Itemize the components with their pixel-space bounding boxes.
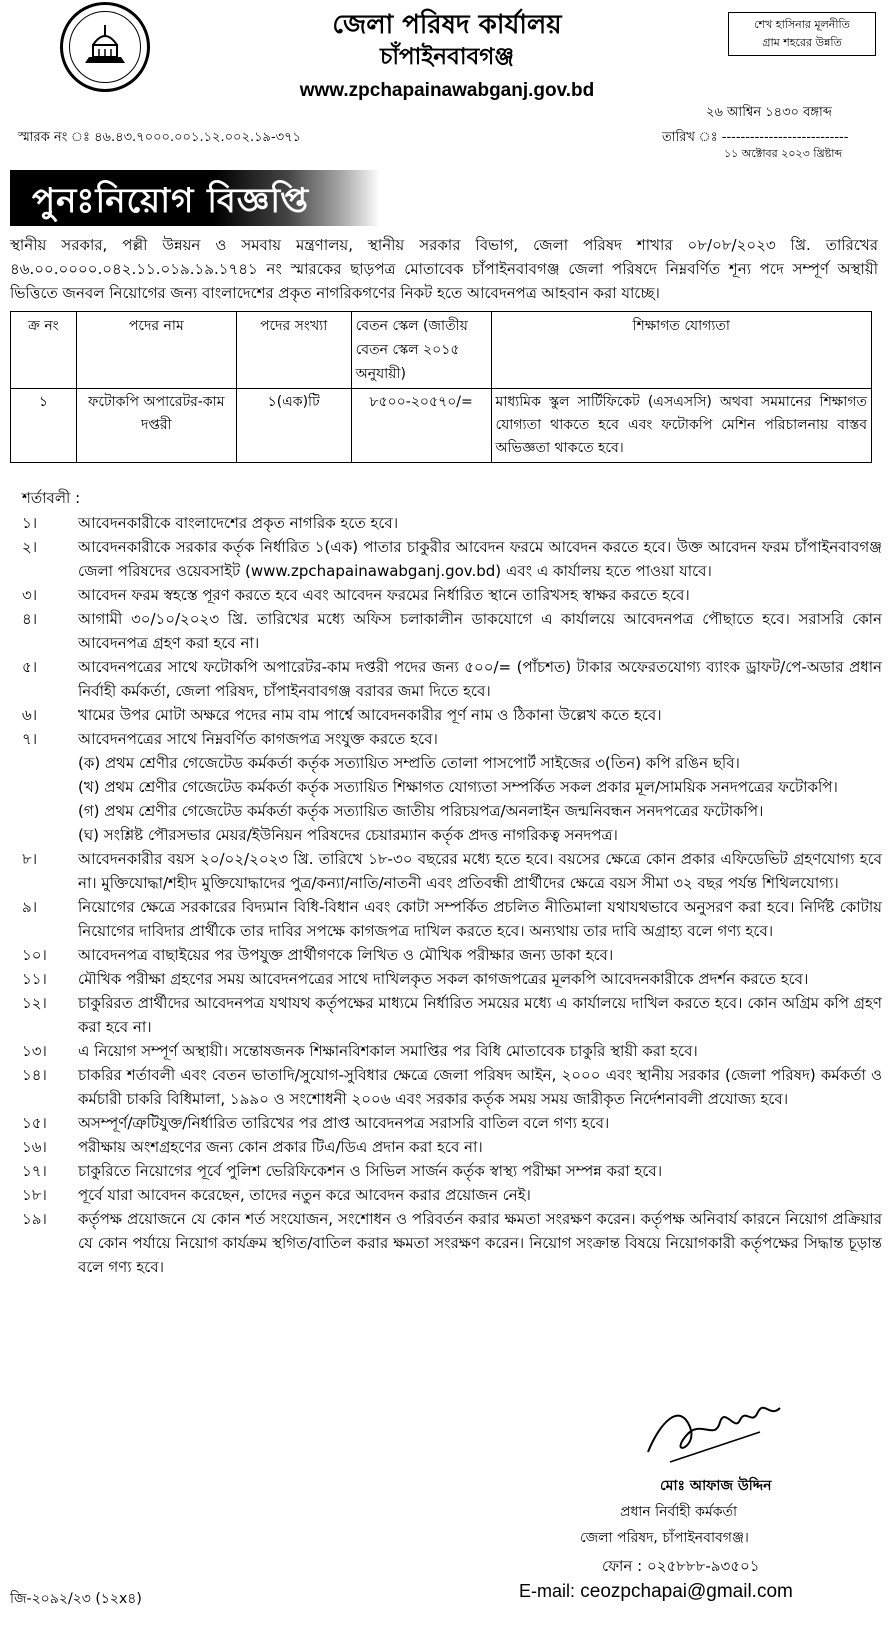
condition-number: ১৫। xyxy=(22,1114,47,1132)
condition-text: চাকরির শর্তাবলী এবং বেতন ভাতাদি/সুযোগ-সুবিধার ক্ষেত্রে জেলা পরিষদ আইন, ২০০০ এবং স্থানীয় সরকার (জেলা পরিষদ) কর্মকর্তা ও কর্মচারী চাকরি বিধিমালা, ১৯৯০ ও সংশোধনী ২০০৬ এবং সরকার কর্তৃক সময় সময় জারীকৃত নির্দেশনাবলী প্রযোজ্য হবে। xyxy=(78,1066,882,1108)
condition-number xyxy=(22,823,78,847)
list-item xyxy=(22,727,882,751)
office-district: চাঁপাইনবাবগঞ্জ xyxy=(379,44,515,70)
condition-number: ৭। xyxy=(22,730,38,748)
list-item xyxy=(22,895,882,943)
list-item xyxy=(22,991,882,1039)
list-item xyxy=(22,655,882,703)
list-item xyxy=(22,607,882,655)
condition-text: আবেদনপত্র বাছাইয়ের পর উপযুক্ত প্রার্থীগণকে লিখিত ও মৌখিক পরীক্ষার জন্য ডাকা হবে। xyxy=(78,946,614,964)
header-serial: ক্র নং xyxy=(11,312,77,389)
condition-number: ৪। xyxy=(22,610,38,628)
list-item xyxy=(22,823,882,847)
condition-number: ১৩। xyxy=(22,1042,47,1060)
condition-number: ১৯। xyxy=(22,1210,47,1228)
condition-number: ১১। xyxy=(22,970,47,988)
condition-text: চাকুরিরত প্রার্থীদের আবেদনপত্র যথাযথ কর্তৃপক্ষের মাধ্যমে নির্ধারিত সময়ের মধ্যে এ কার্যালয়ে দাখিল করতে হবে। কোন অগ্রিম কপি গ্রহণ করা হবে না। xyxy=(78,994,882,1036)
condition-number: ১৮। xyxy=(22,1186,47,1204)
list-item xyxy=(22,535,882,583)
condition-number: ১। xyxy=(22,514,38,532)
condition-number: ৫। xyxy=(22,658,38,676)
date-label: তারিখ ঃ --------------------------- xyxy=(662,130,849,145)
post-table xyxy=(10,311,872,463)
condition-number: ১৪। xyxy=(22,1066,47,1084)
condition-number xyxy=(22,799,78,823)
list-item xyxy=(22,943,882,967)
cell-serial: ১ xyxy=(11,389,77,463)
conditions-list xyxy=(22,511,882,1279)
signatory-designation: প্রধান নির্বাহী কর্মকর্তা xyxy=(620,1504,738,1520)
condition-number: ২। xyxy=(22,538,38,556)
header-pay-scale: বেতন স্কেল (জাতীয় বেতন স্কেল ২০১৫ অনুযায়ী) xyxy=(351,312,491,389)
slogan-box xyxy=(728,12,876,56)
list-item xyxy=(22,1063,882,1111)
condition-text: খামের উপর মোটা অক্ষরে পদের নাম বাম পার্শ্বে আবেদনকারীর পূর্ণ নাম ও ঠিকানা উল্লেখ কতে হবে। xyxy=(78,706,662,724)
table-header-row xyxy=(11,312,872,389)
condition-text: আগামী ৩০/১০/২০২৩ খ্রি. তারিখের মধ্যে অফিস চলাকালীন ডাকযোগে এ কার্যালয়ে আবেদনপত্র পৌছাতে হবে। সরাসরি কোন আবেদনপত্র গ্রহণ করা হবে না। xyxy=(78,610,882,652)
cell-post-name: ফটোকপি অপারেটর-কাম দপ্তরী xyxy=(76,389,236,463)
memo-number: স্মারক নং ঃ ৪৬.৪৩.৭০০০.০০১.১২.০০২.১৯-৩৭১ xyxy=(18,130,301,145)
conditions-heading: শর্তাবলী : xyxy=(22,489,81,507)
list-item xyxy=(22,1039,882,1063)
office-website: www.zpchapainawabganj.gov.bd xyxy=(299,80,595,101)
condition-text: অসম্পূর্ণ/ত্রুটিযুক্ত/নির্ধারিত তারিখের পর প্রাপ্ত আবেদনপত্র সরাসরি বাতিল বলে গণ্য হবে। xyxy=(78,1114,610,1132)
list-item xyxy=(22,1207,882,1279)
condition-text: এ নিয়োগ সম্পূর্ণ অস্থায়ী। সন্তোষজনক শিক্ষানবিশকাল সমাপ্তির পর বিধি মোতাবেক চাকুরি স্থায়ী করা হবে। xyxy=(78,1042,698,1060)
list-item xyxy=(22,1159,882,1183)
list-item xyxy=(22,751,882,775)
email-address: ceozpchapai@gmail.com xyxy=(580,1581,793,1602)
header-post-name: পদের নাম xyxy=(76,312,236,389)
condition-number: ৮। xyxy=(22,850,38,868)
cell-qualification: মাধ্যমিক স্কুল সার্টিফিকেট (এসএসসি) অথবা সমমানের শিক্ষাগত যোগ্যতা থাকতে হবে এবং ফটোকপি মেশিন পরিচালনায় বাস্তব অভিজ্ঞতা থাকতে হবে। xyxy=(491,389,871,463)
condition-text: আবেদনপত্রের সাথে ফটোকপি অপারেটর-কাম দপ্তরী পদের জন্য ৫০০/= (পাঁচশত) টাকার অফেরতযোগ্য ব্যাংক ড্রাফট/পে-অডার প্রধান নির্বাহী কর্মকর্তা, জেলা পরিষদ, চাঁপাইনবাবগঞ্জ বরাবর জমা দিতে হবে। xyxy=(78,658,882,700)
condition-number: ১৭। xyxy=(22,1162,47,1180)
list-item xyxy=(22,1111,882,1135)
slogan-line-2: গ্রাম শহরের উন্নতি xyxy=(762,36,842,49)
list-item xyxy=(22,1135,882,1159)
condition-subitem-text: (ক) প্রথম শ্রেণীর গেজেটেড কর্মকর্তা কর্তৃক সত্যায়িত সম্প্রতি তোলা পাসপোর্ট সাইজের ৩(তিন) কপি রঙিন ছবি। xyxy=(78,754,740,772)
condition-subitem-text: (খ) প্রথম শ্রেণীর গেজেটেড কর্মকর্তা কর্তৃক সত্যায়িত শিক্ষাগত যোগ্যতা সম্পর্কিত সকল প্রকার মূল/সাময়িক সনদপত্রের ফটোকপি। xyxy=(78,778,838,796)
list-item xyxy=(22,511,882,535)
condition-number: ১২। xyxy=(22,994,47,1012)
list-item xyxy=(22,847,882,895)
condition-text: আবেদনকারীর বয়স ২০/০২/২০২৩ খ্রি. তারিখে ১৮-৩০ বছরের মধ্যে হতে হবে। বয়সের ক্ষেত্রে কোন প্রকার এফিডেভিট গ্রহণযোগ্য হবে না। মুক্তিযোদ্ধা/শহীদ মুক্তিযোদ্ধাদের পুত্র/কন্যা/নাতি/নাতনী এবং প্রতিবন্ধী প্রার্থীদের ক্ষেত্রে বয়স সীমা ৩২ বছর পর্যন্ত শিথিলযোগ্য। xyxy=(78,850,882,892)
footer-code: জি-২০৯২/২৩ (১২x৪) xyxy=(10,1591,142,1607)
condition-number: ৯। xyxy=(22,898,38,916)
header-qualification: শিক্ষাগত যোগ্যতা xyxy=(491,312,871,389)
condition-text: চাকুরিতে নিয়োগের পূর্বে পুলিশ ভেরিফিকেশন ও সিভিল সার্জন কর্তৃক স্বাস্থ্য পরীক্ষা সম্পন্ন করা হবে। xyxy=(78,1162,663,1180)
condition-text: আবেদনপত্রের সাথে নিম্নবর্ণিত কাগজপত্র সংযুক্ত করতে হবে। xyxy=(78,730,438,748)
handwritten-signature xyxy=(640,1382,790,1472)
list-item xyxy=(22,1183,882,1207)
email-label: E-mail: xyxy=(519,1581,576,1601)
slogan-line-1: শেখ হাসিনার মূলনীতি xyxy=(754,18,850,31)
table-row xyxy=(11,389,872,463)
list-item xyxy=(22,703,882,727)
list-item xyxy=(22,967,882,991)
signatory-name: মোঃ আফাজ উদ্দিন xyxy=(660,1478,772,1494)
condition-text: পরীক্ষায় অংশগ্রহণের জন্য কোন প্রকার টিএ/ডিএ প্রদান করা হবে না। xyxy=(78,1138,483,1156)
condition-text: আবেদনকারীকে বাংলাদেশের প্রকৃত নাগরিক হতে হবে। xyxy=(78,514,399,532)
cell-post-count: ১(এক)টি xyxy=(236,389,351,463)
condition-subitem-text: (ঘ) সংশ্লিষ্ট পৌরসভার মেয়র/ইউনিয়ন পরিষদের চেয়ারম্যান কর্তৃক প্রদত্ত নাগরিকত্ব সনদপত্র। xyxy=(78,826,618,844)
condition-number: ১৬। xyxy=(22,1138,47,1156)
condition-number xyxy=(22,751,78,775)
list-item xyxy=(22,799,882,823)
condition-text: নিয়োগের ক্ষেত্রে সরকারের বিদ্যমান বিধি-বিধান এবং কোটা সম্পর্কিত প্রচলিত নীতিমালা যথাযথভাবে অনুসরণ করা হবে। নির্দিষ্ট কোটায় নিয়োগের দাবিদার প্রার্থীকে তার দাবির সপক্ষে কাগজপত্র দাখিল করতে হবে। অন্যথায় তার দাবি অগ্রাহ্য বলে গণ্য হবে। xyxy=(78,898,882,940)
condition-text: আবেদন ফরম স্বহস্তে পূরণ করতে হবে এবং আবেদন ফরমের নির্ধারিত স্থানে তারিখসহ স্বাক্ষর করতে হবে। xyxy=(78,586,690,604)
condition-subitem-text: (গ) প্রথম শ্রেণীর গেজেটেড কর্মকর্তা কর্তৃক সত্যায়িত জাতীয় পরিচয়পত্র/অনলাইন জন্মনিবন্ধন সনদপত্রের ফটোকপি। xyxy=(78,802,764,820)
office-title: জেলা পরিষদ কার্যালয় xyxy=(332,10,562,40)
condition-text: কর্তৃপক্ষ প্রয়োজনে যে কোন শর্ত সংযোজন, সংশোধন ও পরিবর্তন করার ক্ষমতা সংরক্ষণ করেন। কর্তৃপক্ষ অনিবার্য কারনে নিয়োগ প্রক্রিয়ার যে কোন পর্যায়ে নিয়োগ কার্যক্রম স্থগিত/বাতিল করার ক্ষমতা সংরক্ষণ করেন। নিয়োগ সংক্রান্ত বিষয়ে নিয়োগকারী কর্তৃপক্ষের সিদ্ধান্ত চূড়ান্ত বলে গণ্য হবে। xyxy=(78,1210,882,1276)
date-english: ১১ অক্টোবর ২০২৩ খ্রিষ্টাব্দ xyxy=(724,147,843,160)
header-post-count: পদের সংখ্যা xyxy=(236,312,351,389)
condition-text: মৌখিক পরীক্ষা গ্রহণের সময় আবেদনপত্রের সাথে দাখিলকৃত সকল কাগজপত্রের মূলকপি আবেদনকারীকে প্রদর্শন করতে হবে। xyxy=(78,970,809,988)
notice-title-banner xyxy=(10,170,878,226)
notice-title: পুনঃনিয়োগ বিজ্ঞপ্তি xyxy=(32,181,310,221)
signatory-email xyxy=(519,1581,793,1603)
condition-number: ১০। xyxy=(22,946,47,964)
condition-text: আবেদনকারীকে সরকার কর্তৃক নির্ধারিত ১(এক) পাতার চাকুরীর আবেদন ফরমে আবেদন করতে হবে। উক্ত আবেদন ফরম চাঁপাইনবাবগঞ্জ জেলা পরিষদের ওয়েবসাইট (www.zpchapainawabganj.gov.bd) এবং এ কার্যালয় হতে পাওয়া যাবে। xyxy=(78,538,882,580)
condition-number: ৬। xyxy=(22,706,38,724)
condition-number: ৩। xyxy=(22,586,38,604)
date-bangla: ২৬ আশ্বিন ১৪৩০ বঙ্গাব্দ xyxy=(706,105,832,120)
intro-paragraph: স্থানীয় সরকার, পল্লী উন্নয়ন ও সমবায় মন্ত্রণালয়, স্থানীয় সরকার বিভাগ, জেলা পরিষদ শাখার ০৮/০৮/২০২৩ খ্রি. তারিখের ৪৬.০০.০০০০.০৪২.১১.০১৯.১৯.১৭৪১ নং স্মারকের ছাড়পত্র মোতাবেক চাঁপাইনবাবগঞ্জ জেলা পরিষদে নিম্নবর্ণিত শূন্য পদে সম্পূর্ণ অস্থায়ী ভিত্তিতে জনবল নিয়োগের জন্য বাংলাদেশের প্রকৃত নাগরিকগণের নিকট হতে আবেদনপত্র আহবান করা যাচ্ছে। xyxy=(10,236,878,302)
signatory-office: জেলা পরিষদ, চাঁপাইনবাবগঞ্জ। xyxy=(580,1530,749,1546)
condition-number xyxy=(22,775,78,799)
signatory-phone: ফোন : ০২৫৮৮৮-৯৩৫০১ xyxy=(602,1557,760,1575)
list-item xyxy=(22,775,882,799)
cell-pay-scale: ৮৫০০-২০৫৭০/= xyxy=(351,389,491,463)
condition-text: পূর্বে যারা আবেদন করেছেন, তাদের নতুন করে আবেদন করার প্রয়োজন নেই। xyxy=(78,1186,531,1204)
list-item xyxy=(22,583,882,607)
